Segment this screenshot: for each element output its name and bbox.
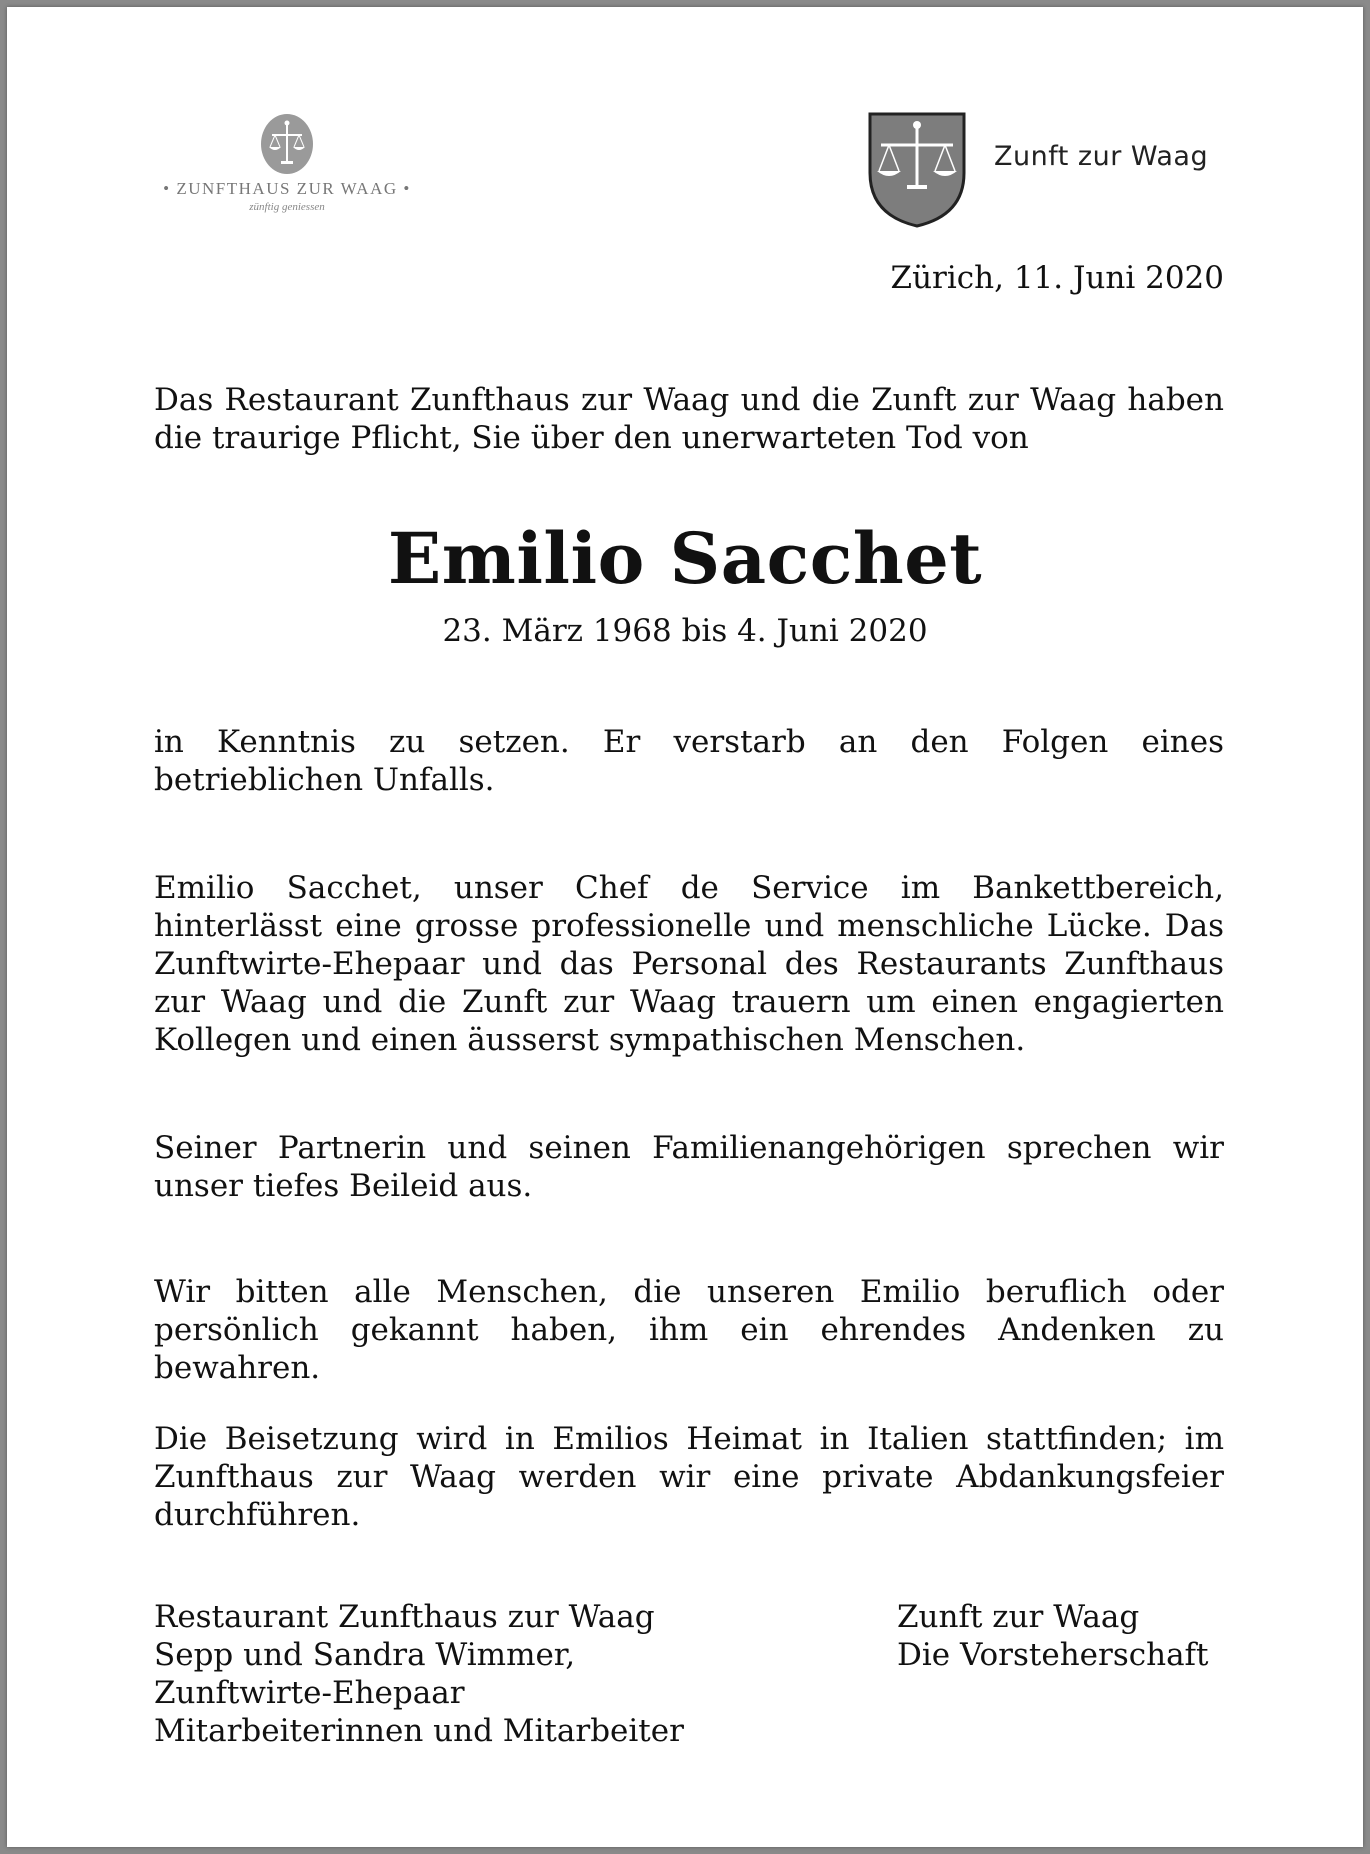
deceased-name: Emilio Sacchet [387, 517, 983, 600]
intro-paragraph: Das Restaurant Zunfthaus zur Waag und die Zunft zur Waag haben die traurige Pflicht, Sie über den unerwarteten Tod von [154, 382, 1224, 456]
signature-line: Mitarbeiterinnen und Mitarbeiter [154, 1713, 684, 1749]
signature-line: Zunft zur Waag [897, 1599, 1140, 1635]
signature-line: Zunftwirte-Ehepaar [154, 1675, 465, 1711]
paragraph: Wir bitten alle Menschen, die unseren Emilio beruflich oder persönlich gekannt haben, ihm ein ehrendes Andenken zu bewahren. [154, 1274, 1224, 1386]
signature-left [154, 1598, 684, 1750]
paragraph: Die Beisetzung wird in Emilios Heimat in Italien stattfinden; im Zunfthaus zur Waag werden wir eine private Abdankungsfeier durchführen. [154, 1421, 1224, 1533]
signature-line: Die Vorsteherschaft [897, 1637, 1209, 1673]
zunfthaus-tagline: zünftig geniessen [249, 201, 325, 213]
obituary-page [7, 7, 1363, 1847]
signature-right [897, 1598, 1208, 1674]
paragraph: in Kenntnis zu setzen. Er verstarb an den Folgen eines betrieblichen Unfalls. [154, 724, 1224, 798]
paragraph: Emilio Sacchet, unser Chef de Service im Bankettbereich, hinterlässt eine grosse professionelle und menschliche Lücke. Das Zunftwirte-Ehepaar und das Personal des Restaurants Zunfthaus zur Waag und die Zunft zur Waag trauern um einen engagierten Kollegen und einen äusserst sympathischen Menschen. [154, 870, 1224, 1058]
signature-line: Restaurant Zunfthaus zur Waag [154, 1599, 655, 1635]
date-line: Zürich, 11. Juni 2020 [890, 260, 1224, 296]
zunft-logo [867, 111, 1227, 231]
scales-icon [260, 113, 314, 175]
lifespan: 23. März 1968 bis 4. Juni 2020 [442, 613, 928, 649]
zunft-logo-name: Zunft zur Waag [994, 141, 1209, 172]
scales-shield-icon [867, 111, 967, 229]
zunfthaus-wordmark: • ZUNFTHAUS ZUR WAAG • [163, 179, 411, 198]
signature-line: Sepp und Sandra Wimmer, [154, 1637, 576, 1673]
paragraph: Seiner Partnerin und seinen Familienangehörigen sprechen wir unser tiefes Beileid aus. [154, 1130, 1224, 1204]
zunfthaus-logo [127, 113, 447, 213]
